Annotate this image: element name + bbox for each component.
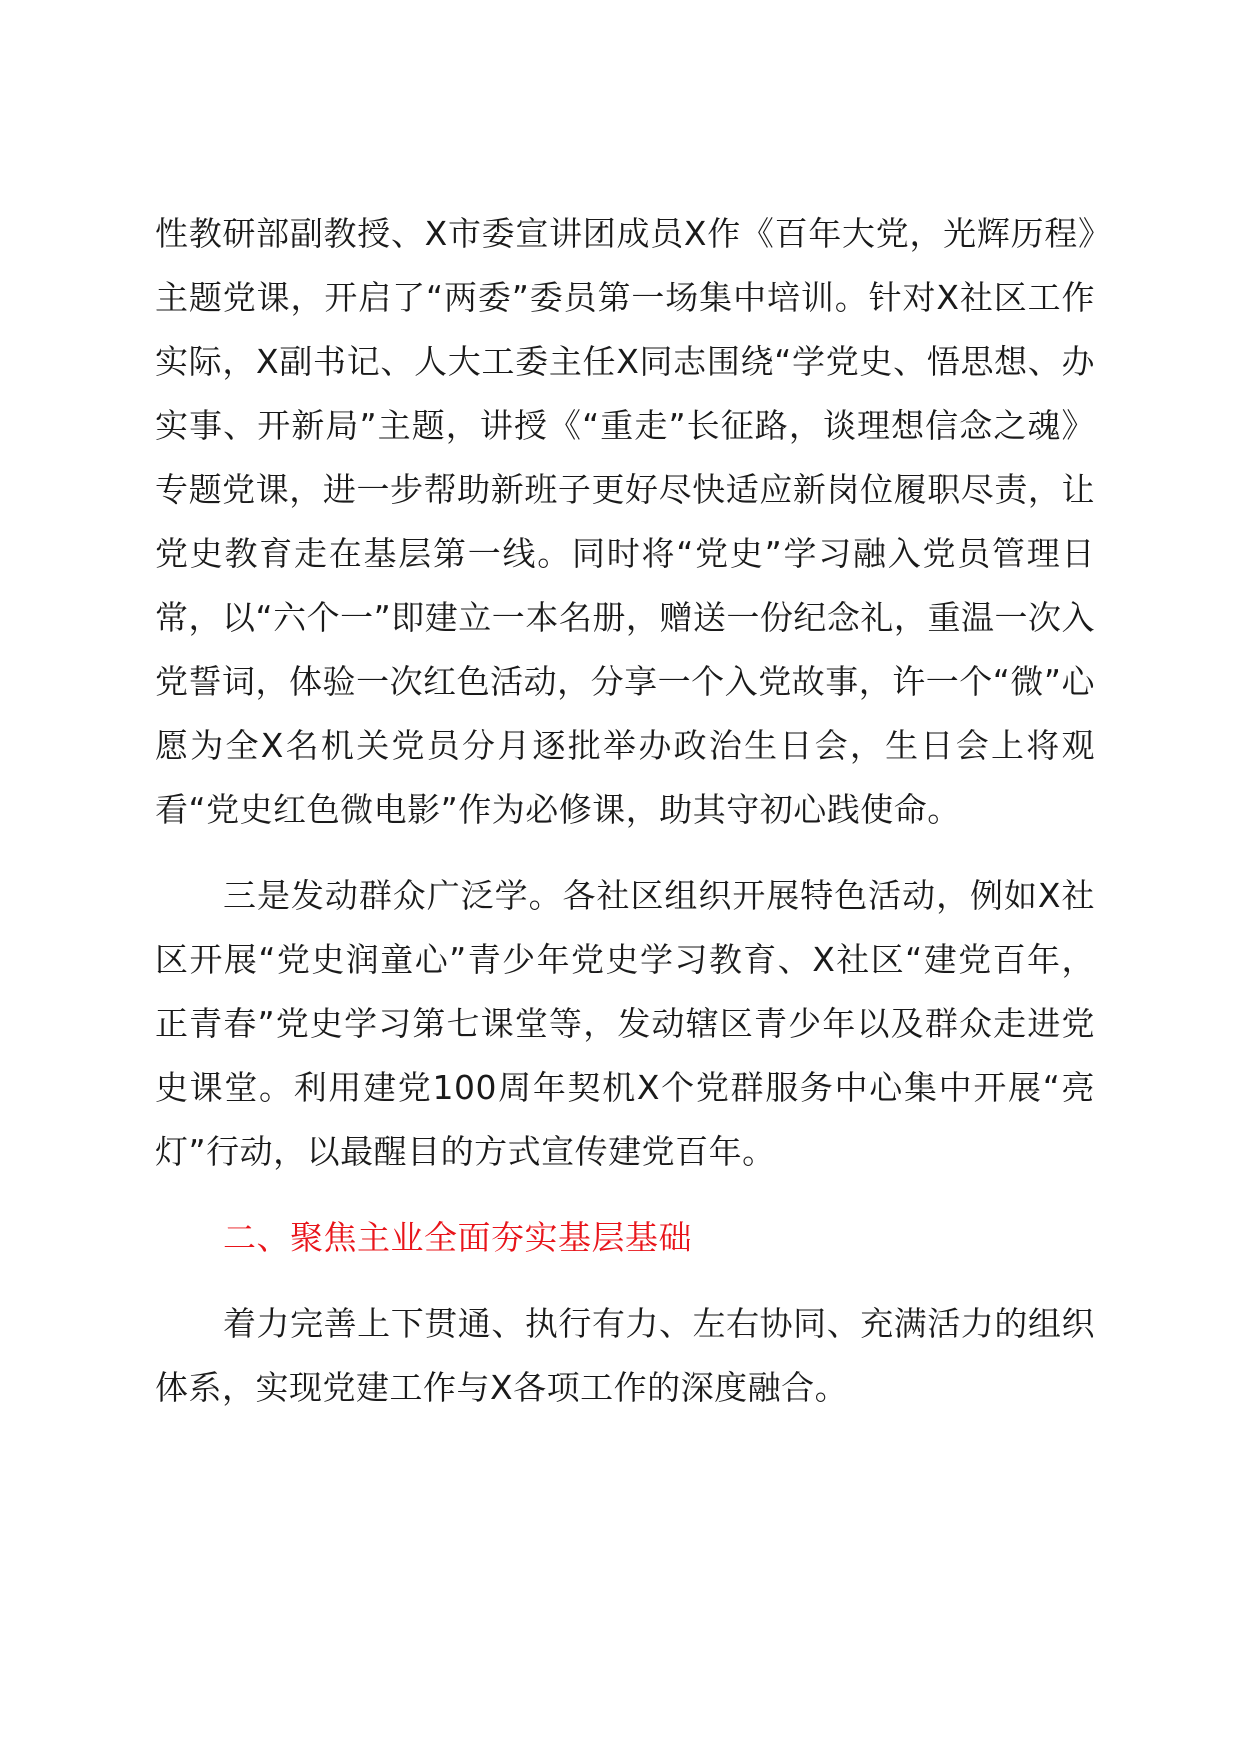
paragraph-continuation: 性教研部副教授、X市委宣讲团成员X作《百年大党，光辉历程》主题党课，开启了“两委”委员第一场集中培训。针对X社区工作实际，X副书记、人大工委主任X同志围绕“学党史、悟思想、办实事、开新局”主题，讲授《“重走”长征路，谈理想信念之魂》专题党课，进一步帮助新班子更好尽快适应新岗位履职尽责，让党史教育走在基层第一线。同时将“党史”学习融入党员管理日常，以“六个一”即建立一本名册，赠送一份纪念礼，重温一次入党誓词，体验一次红色活动，分享一个入党故事，许一个“微”心愿为全X名机关党员分月逐批举办政治生日会，生日会上将观看“党史红色微电影”作为必修课，助其守初心践使命。 bbox=[155, 214, 1095, 829]
document-page bbox=[155, 202, 1095, 1420]
paragraph-mass-learning: 三是发动群众广泛学。各社区组织开展特色活动，例如X社区开展“党史润童心”青少年党史学习教育、X社区“建党百年，正青春”党史学习第七课堂等，发动辖区青少年以及群众走进党史课堂。利用建党100周年契机X个党群服务中心集中开展“亮灯”行动，以最醒目的方式宣传建党百年。 bbox=[155, 876, 1095, 1171]
section-heading: 二、聚焦主业全面夯实基层基础 bbox=[223, 1218, 692, 1257]
paragraph-organization-system: 着力完善上下贯通、执行有力、左右协同、充满活力的组织体系，实现党建工作与X各项工作的深度融合。 bbox=[155, 1304, 1095, 1407]
